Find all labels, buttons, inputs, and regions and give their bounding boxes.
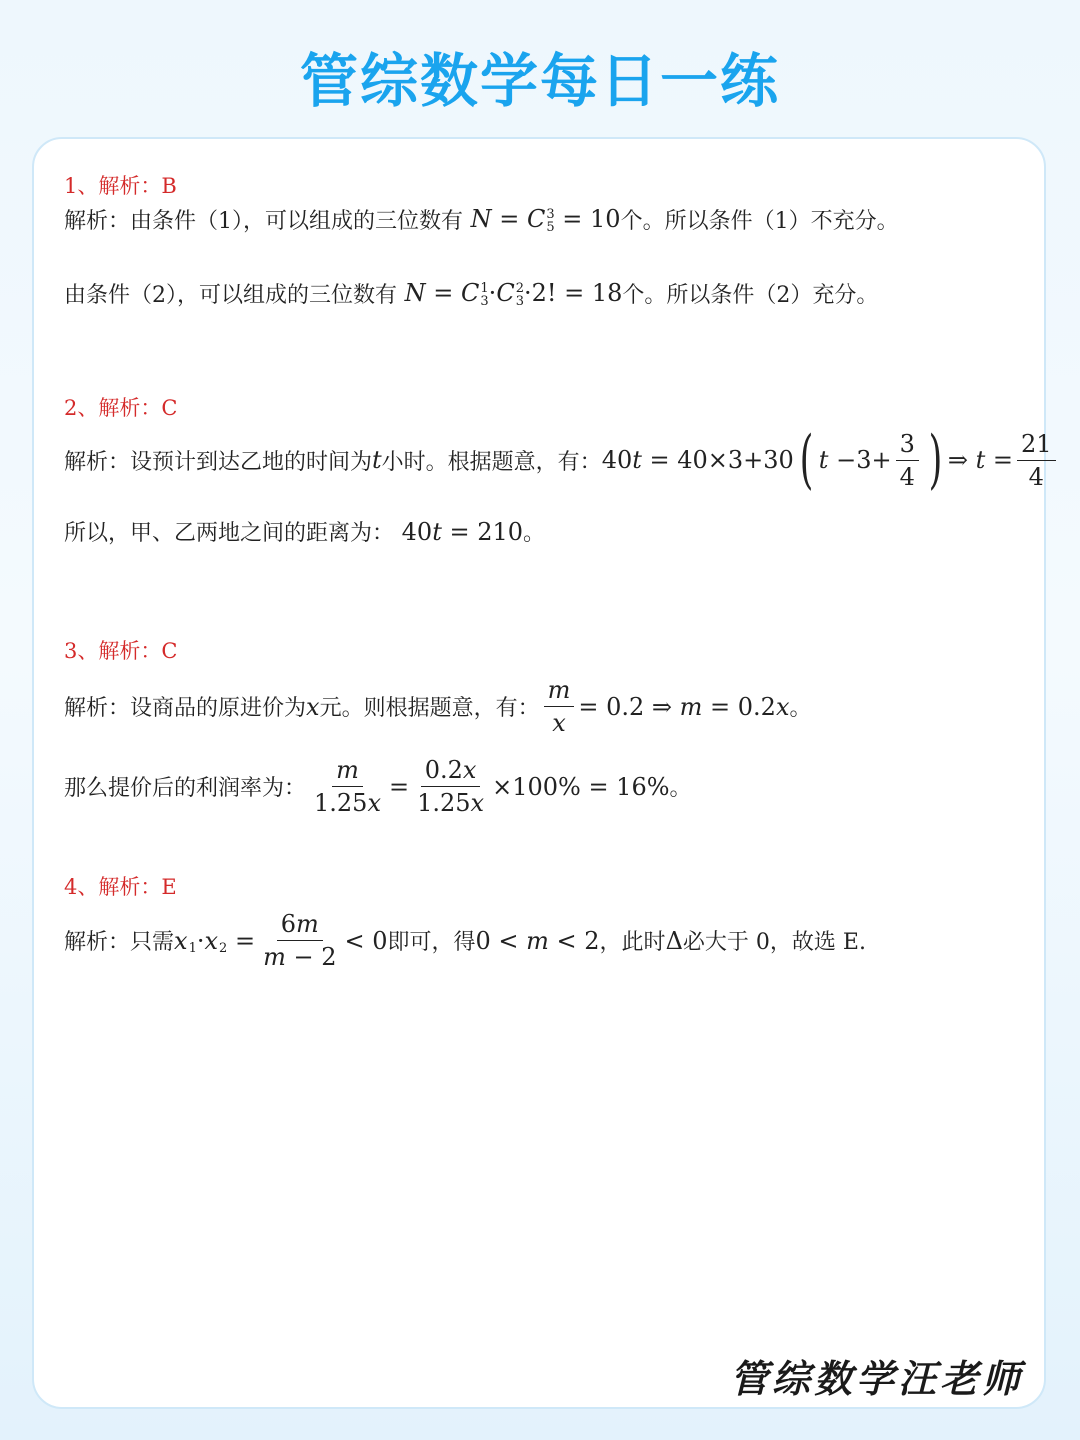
page-title: 管综数学每日一练 (299, 47, 780, 115)
q2-var-t: t (372, 446, 382, 474)
q4-range-formula: 0 < m < 2 (475, 926, 600, 955)
q2-line1 (64, 423, 1060, 497)
q2-heading: 2、解析：C (64, 396, 178, 420)
q3-line1-text: 解析：设商品的原进价为 (64, 696, 307, 721)
q1-heading: 1、解析：B (64, 174, 177, 198)
q3-equation: $\frac{m}{x}$ = 0.2 ⇒ m = 0.2 x (540, 676, 790, 737)
q2-line2-text: 所以，甲、乙两地之间的距离为： (64, 521, 395, 546)
q3-line2 (64, 756, 692, 817)
q1-formula2: N = C 1 3 ·C 2 3 ·2! = 18 (404, 279, 623, 309)
q2-line1-mid: 小时。根据题意，有： (381, 449, 602, 475)
q2-line2-tail: 。 (523, 521, 546, 546)
q3-line1 (64, 676, 812, 737)
q4-line1-mid: 即可，得 (387, 930, 476, 955)
q1-line2-tail: 个。所以条件（2）充分。 (622, 283, 879, 308)
q1-line2-text: 由条件（2），可以组成的三位数有 (64, 283, 397, 308)
q3-line1-mid: 元。则根据题意，有： (319, 696, 540, 721)
q1-line2 (64, 278, 878, 309)
q1-formula1: N = C 3 5 = 10 (470, 205, 621, 235)
q4-line1-mid2: ，此时 (599, 930, 666, 955)
q4-line1 (64, 910, 866, 971)
q3-var-x: x (306, 692, 320, 721)
q1-line1-tail: 个。所以条件（1）不充分。 (620, 209, 899, 234)
q3-line2-text: 那么提价后的利润率为： (64, 776, 307, 801)
q1-line1-text: 解析：由条件（1），可以组成的三位数有 (64, 209, 463, 234)
q4-product-formula: x 1 · x 2 = $\frac{6m}{m - 2}$ < 0 (174, 910, 388, 971)
q2-line2 (64, 516, 545, 547)
author-signature: 管综数学汪老师 (729, 1356, 1024, 1401)
q4-line1-text: 解析：只需 (64, 930, 175, 955)
q1-line1 (64, 204, 899, 235)
q3-profit-formula: $\frac{m}{1.25x}$ = $\frac{0.2x}{1.25x}$ ×100% = 16% (314, 756, 670, 817)
q3-line2-tail: 。 (669, 776, 692, 801)
q3-heading: 3、解析：C (64, 639, 178, 663)
q3-line1-tail: 。 (789, 696, 812, 721)
q4-line1-tail: 必大于 0，故选 E. (682, 930, 866, 955)
q2-distance-formula: 40t = 210 (394, 517, 524, 546)
q4-heading: 4、解析：E (64, 875, 177, 899)
q2-equation: 40 t = 40×3+30 ( t −3+ $\frac{3}{4}$ ) ⇒ t = $\frac{21}{4}$ (602, 428, 1060, 492)
q4-delta-symbol: Δ (665, 926, 683, 955)
q2-line1-text: 解析：设预计到达乙地的时间为 (64, 449, 373, 475)
